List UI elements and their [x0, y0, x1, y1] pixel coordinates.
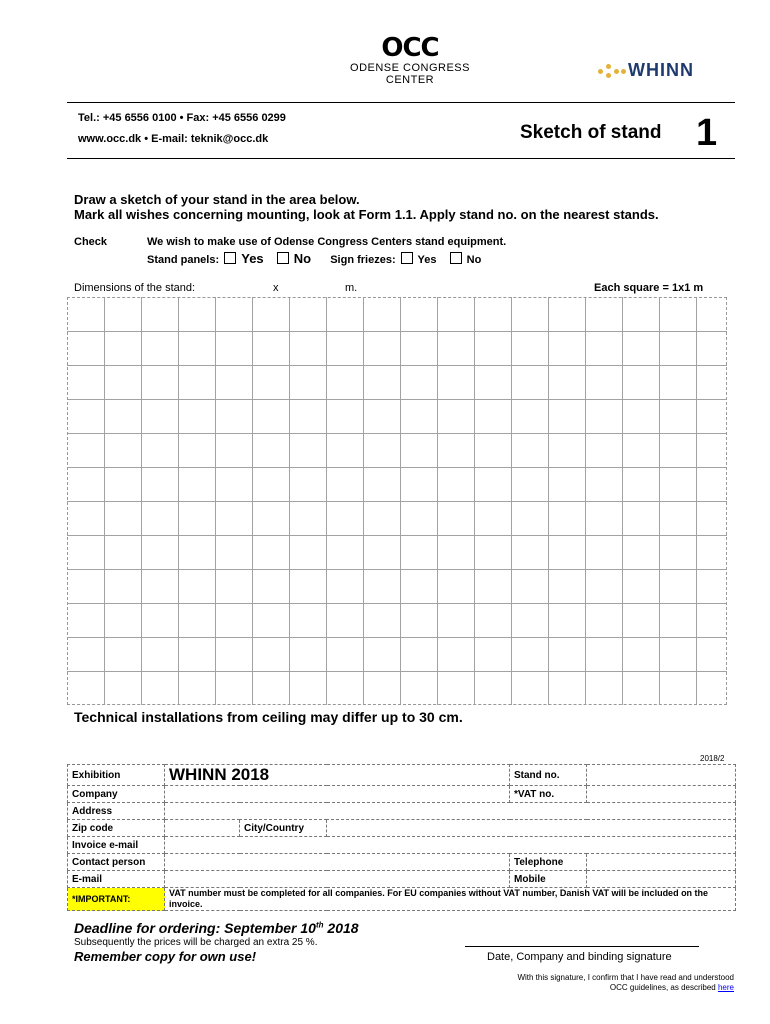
zip-field[interactable] [165, 820, 240, 837]
stand-panels-label: Stand panels: [147, 254, 220, 266]
exhibition-label: Exhibition [68, 765, 165, 786]
confirm-line1: With this signature, I confirm that I have read and understood [517, 973, 734, 982]
occ-logo [330, 34, 490, 86]
table-row [68, 871, 736, 888]
phone-line: Tel.: +45 6556 0100 • Fax: +45 6556 0299 [78, 112, 286, 124]
header-divider-top [67, 102, 735, 103]
telephone-label: Telephone [510, 854, 587, 871]
dimensions-label: Dimensions of the stand: [74, 282, 196, 294]
sign-friezes-no-label: No [466, 254, 482, 266]
page-title: Sketch of stand [520, 122, 662, 143]
occ-name-line2: CENTER [385, 74, 435, 86]
mobile-label: Mobile [510, 871, 587, 888]
instruction-line1: Draw a sketch of your stand in the area below. [74, 192, 360, 207]
sign-friezes-yes-label: Yes [417, 254, 437, 266]
table-row [68, 820, 736, 837]
table-row [68, 854, 736, 871]
equipment-options [147, 251, 481, 266]
sign-friezes-no-checkbox[interactable] [450, 252, 462, 264]
whinn-logo [598, 60, 723, 90]
company-field[interactable] [165, 786, 510, 803]
occ-logo-mark: OCC [381, 33, 439, 63]
contact-field[interactable] [165, 854, 510, 871]
email-label: E-mail [68, 871, 165, 888]
dimensions-x: x [273, 282, 279, 294]
signature-label: Date, Company and binding signature [487, 951, 672, 963]
mobile-field[interactable] [587, 871, 736, 888]
occ-name-line1: ODENSE CONGRESS [350, 62, 470, 74]
remember-note: Remember copy for own use! [74, 949, 257, 964]
invoice-email-label: Invoice e-mail [68, 837, 165, 854]
stand-panels-no-checkbox[interactable] [277, 252, 289, 264]
confirm-line2: OCC guidelines, as described [609, 983, 718, 992]
deadline [74, 920, 359, 936]
signature-line[interactable] [465, 946, 699, 947]
whinn-logo-text: WHINN [628, 60, 694, 80]
address-field[interactable] [165, 803, 736, 820]
form-number: 1 [696, 112, 718, 154]
exhibitor-info-table [67, 764, 736, 911]
company-label: Company [68, 786, 165, 803]
important-text: VAT number must be completed for all companies. For EU companies without VAT number, Danish VAT will be included on the invoice. [165, 888, 736, 911]
sketch-grid[interactable] [67, 297, 727, 705]
instruction-line2: Mark all wishes concerning mounting, look at Form 1.1. Apply stand no. on the nearest stands. [74, 207, 659, 222]
stand-panels-no-label: No [293, 251, 312, 266]
sign-friezes-label: Sign friezes: [330, 254, 396, 266]
table-row [68, 888, 736, 911]
vat-field[interactable] [587, 786, 736, 803]
web-line: www.occ.dk • E-mail: teknik@occ.dk [78, 133, 269, 145]
exhibition-value[interactable]: WHINN 2018 [165, 765, 510, 786]
telephone-field[interactable] [587, 854, 736, 871]
equipment-text: We wish to make use of Odense Congress Centers stand equipment. [147, 236, 507, 248]
city-field[interactable] [327, 820, 736, 837]
whinn-dots-icon [598, 64, 628, 78]
subsequent-note: Subsequently the prices will be charged an extra 25 %. [74, 937, 318, 948]
scale-note: Each square = 1x1 m [594, 282, 704, 294]
dimensions-unit: m. [345, 282, 358, 294]
address-label: Address [68, 803, 165, 820]
zip-label: Zip code [68, 820, 165, 837]
stand-no-label: Stand no. [510, 765, 587, 786]
deadline-prefix: Deadline for ordering: September 10 [74, 920, 316, 936]
table-row [68, 803, 736, 820]
check-label: Check [74, 236, 108, 248]
sign-friezes-yes-checkbox[interactable] [401, 252, 413, 264]
guidelines-link[interactable]: here [717, 983, 734, 992]
vat-label: *VAT no. [510, 786, 587, 803]
important-label: *IMPORTANT: [68, 888, 165, 911]
invoice-email-field[interactable] [165, 837, 736, 854]
signature-confirmation [480, 973, 734, 993]
stand-panels-yes-checkbox[interactable] [224, 252, 236, 264]
deadline-year: 2018 [323, 920, 359, 936]
contact-label: Contact person [68, 854, 165, 871]
deadline-sup: th [315, 920, 324, 930]
technical-note: Technical installations from ceiling may differ up to 30 cm. [74, 709, 463, 725]
stand-no-field[interactable] [587, 765, 736, 786]
city-label: City/Country [240, 820, 327, 837]
email-field[interactable] [165, 871, 510, 888]
header-divider-bottom [67, 158, 735, 159]
table-row [68, 765, 736, 786]
table-row [68, 786, 736, 803]
stand-panels-yes-label: Yes [241, 251, 264, 266]
table-row [68, 837, 736, 854]
form-version: 2018/2 [700, 754, 725, 763]
